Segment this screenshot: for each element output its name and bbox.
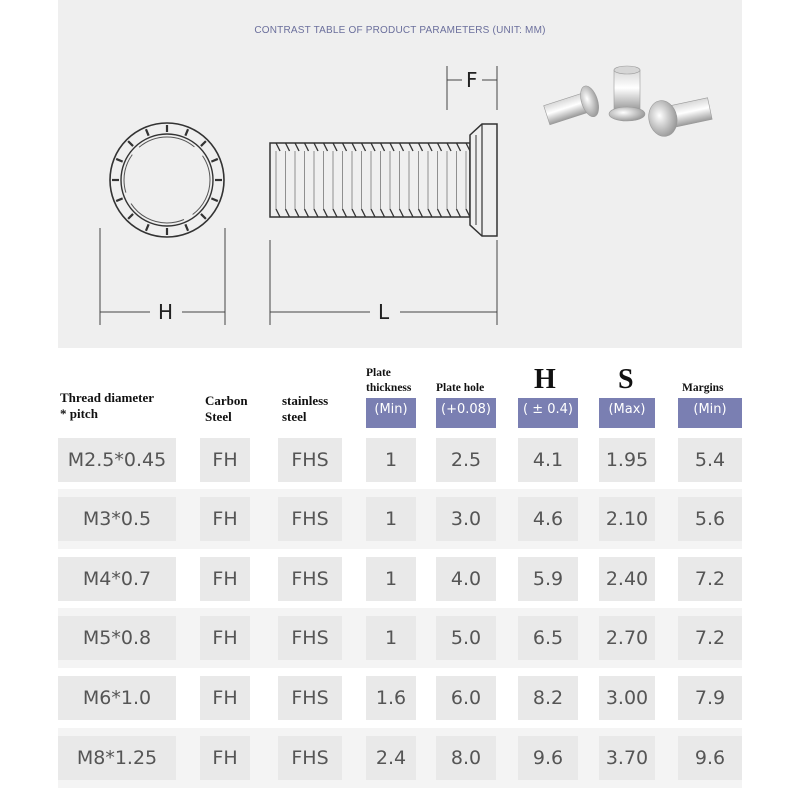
carbon-steel-cell: FH [200,676,250,720]
s-cell: 3.00 [599,676,655,720]
header-plate-hole: Plate hole [436,382,485,394]
plate-thickness-cell: 1 [366,438,416,482]
h-cell: 5.9 [518,557,578,601]
plate-thickness-cell: 1 [366,616,416,660]
thread-cell: M4*0.7 [58,557,176,601]
plate-hole-cell: 8.0 [436,736,496,780]
h-cell: 8.2 [518,676,578,720]
dimension-h-label: H [154,301,177,323]
margins-cell: 7.2 [678,557,742,601]
header-plate-thickness: Plate thickness [366,367,412,394]
plate-thickness-cell: 1 [366,557,416,601]
thread-cell: M2.5*0.45 [58,438,176,482]
stainless-steel-cell: FHS [278,736,342,780]
side-view [270,66,497,325]
plate-hole-cell: 2.5 [436,438,496,482]
stainless-steel-cell: FHS [278,676,342,720]
thread-cell: M3*0.5 [58,497,176,541]
header-thread: Thread diameter * pitch [60,390,154,421]
plate-thickness-cell: 1 [366,497,416,541]
header-carbon-steel: Carbon Steel [205,393,248,424]
header-stainless-steel: stainless steel [282,393,329,424]
s-cell: 3.70 [599,736,655,780]
unit-plate-thickness: (Min) [366,398,416,428]
s-cell: 1.95 [599,438,655,482]
thread-cell: M5*0.8 [58,616,176,660]
dimension-l-label: L [374,301,393,323]
plate-hole-cell: 6.0 [436,676,496,720]
plate-hole-cell: 5.0 [436,616,496,660]
margins-cell: 7.9 [678,676,742,720]
header-s: S [618,364,634,395]
stainless-steel-cell: FHS [278,557,342,601]
header-h: H [534,364,556,395]
s-cell: 2.10 [599,497,655,541]
table-caption: CONTRAST TABLE OF PRODUCT PARAMETERS (UNIT: MM) [254,25,546,36]
h-cell: 9.6 [518,736,578,780]
carbon-steel-cell: FH [200,557,250,601]
s-cell: 2.70 [599,616,655,660]
unit-margins: (Min) [678,398,742,428]
end-view [100,123,225,325]
thread-cell: M8*1.25 [58,736,176,780]
technical-drawing [0,0,800,348]
unit-s: (Max) [599,398,655,428]
carbon-steel-cell: FH [200,497,250,541]
h-cell: 4.6 [518,497,578,541]
unit-plate-hole: (+0.08) [436,398,496,428]
thread-cell: M6*1.0 [58,676,176,720]
margins-cell: 5.6 [678,497,742,541]
stainless-steel-cell: FHS [278,616,342,660]
plate-thickness-cell: 1.6 [366,676,416,720]
plate-hole-cell: 4.0 [436,557,496,601]
header-margins: Margins [682,382,724,394]
dimension-f-label: F [462,69,482,91]
margins-cell: 9.6 [678,736,742,780]
s-cell: 2.40 [599,557,655,601]
plate-thickness-cell: 2.4 [366,736,416,780]
stainless-steel-cell: FHS [278,497,342,541]
h-cell: 6.5 [518,616,578,660]
margins-cell: 5.4 [678,438,742,482]
plate-hole-cell: 3.0 [436,497,496,541]
stainless-steel-cell: FHS [278,438,342,482]
carbon-steel-cell: FH [200,736,250,780]
h-cell: 4.1 [518,438,578,482]
carbon-steel-cell: FH [200,616,250,660]
margins-cell: 7.2 [678,616,742,660]
product-photo [542,66,714,139]
carbon-steel-cell: FH [200,438,250,482]
unit-h: ( ± 0.4) [518,398,578,428]
